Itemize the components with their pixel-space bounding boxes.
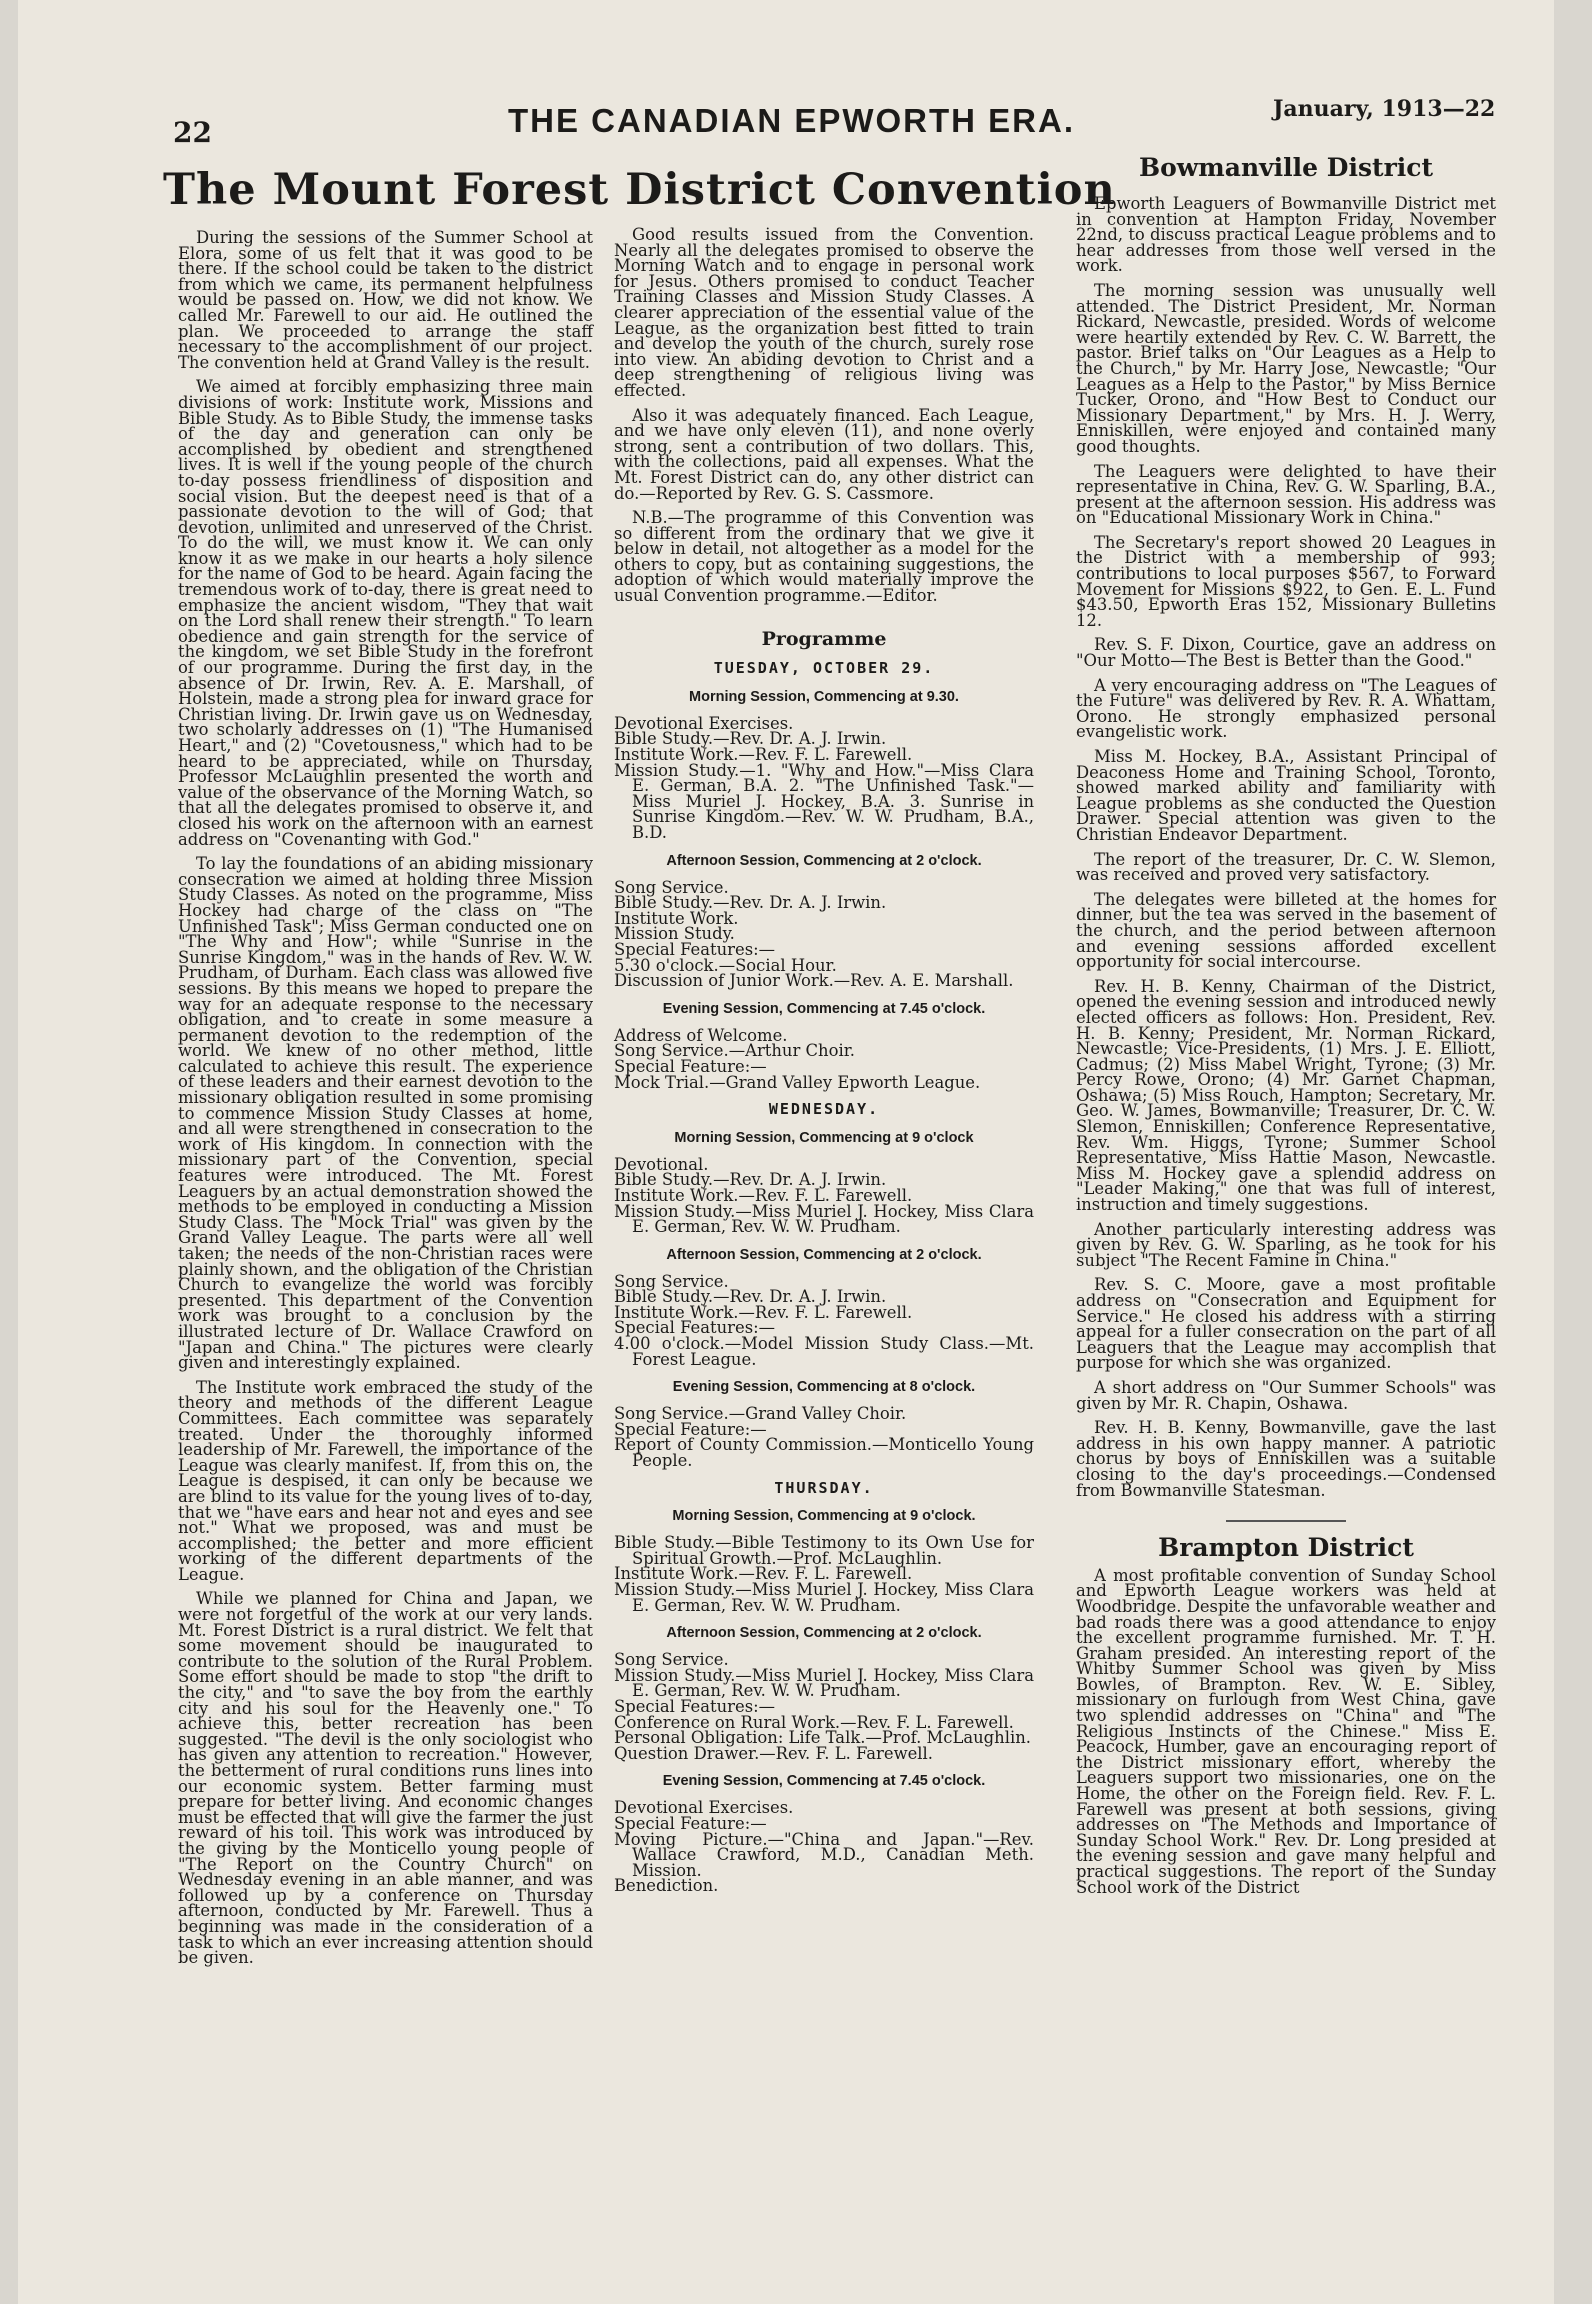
programme-item: Special Feature:—: [614, 1813, 767, 1833]
programme-item: Bible Study.—Rev. Dr. A. J. Irwin.: [614, 729, 887, 749]
programme-item: Question Drawer.—Rev. F. L. Farewell.: [614, 1743, 933, 1763]
programme-item: Special Features:—: [614, 939, 776, 959]
programme-item: Special Features:—: [614, 1318, 776, 1338]
programme-item: Benediction.: [614, 1876, 719, 1896]
section-paragraph: Miss M. Hockey, B.A., Assistant Principal of Deaconess Home and Training School, Toronto, showed marked ability and familiarity with League problems as she conducted the Question Drawer. Special attention was given to the Christian Endeavor Department.: [1076, 747, 1496, 844]
programme-list: [614, 1800, 1034, 1894]
section-divider: [1226, 1520, 1346, 1522]
programme-item: Song Service.: [614, 877, 729, 897]
article-paragraph: Also it was adequately financed. Each League, and we have only eleven (11), and none overly strong, sent a contribution of two dollars. This, with the collections, paid all expenses. What the Mt. Forest District can do, any other district can do.—Reported by Rev. G. S. Cassmore.: [614, 405, 1034, 503]
article-paragraph: We aimed at forcibly emphasizing three main divisions of work: Institute work, Missions and Bible Study. As to Bible Study, the immense tasks of the day and generation can only be accomplished by obedient and strengthened lives. It is well if the young people of the church to-day possess friendliness of disposition and social vision. But the deepest need is that of a passionate devotion to the will of God; that devotion, unlimited and unreserved of the Christ. To do the will, we must know it. We can only know it as we make in our hearts a holy silence for the name of God to be heard. Again facing the tremendous work of to-day, there is great need to emphasize the ancient wisdom, "They that wait on the Lord shall renew their strength." To learn obedience and gain strength for the service of the kingdom, we set Bible Study in the forefront of our programme. During the first day, in the absence of Dr. Irwin, Rev. A. E. Marshall, of Holstein, made a strong plea for inward grace for Christian living. Dr. Irwin gave us on Wednesday, two scholarly addresses on (1) "The Humanised Heart," and (2) "Covetousness," which had to be heard to be appreciated, while on Thursday, Professor McLaughlin presented the worth and value of the observance of the Morning Watch, so that all the delegates promised to observe it, and closed his work on the afternoon with an earnest address on "Covenanting with God.": [178, 377, 593, 849]
programme-item: Special Feature:—: [614, 1419, 767, 1439]
section-paragraph: A short address on "Our Summer Schools" was given by Mr. R. Chapin, Oshawa.: [1076, 1377, 1496, 1413]
programme-item: Bible Study.—Bible Testimony to its Own Use for Spiritual Growth.—Prof. McLaughlin.: [614, 1533, 1034, 1568]
section-paragraph: Rev. H. B. Kenny, Bowmanville, gave the last address in his own happy manner. A patriotic chorus by boys of Enniskillen was a suitable closing to the day's proceedings.—Condensed from Bowmanville Statesman.: [1076, 1418, 1496, 1500]
programme-item: Report of County Commission.—Monticello Young People.: [614, 1435, 1034, 1471]
section-paragraph: Rev. S. F. Dixon, Courtice, gave an address on "Our Motto—The Best is Better than the Good.": [1076, 635, 1496, 671]
programme-item: Bible Study.—Rev. Dr. A. J. Irwin.: [614, 1287, 887, 1307]
programme-item: Mission Study.—Miss Muriel J. Hockey, Miss Clara E. German, Rev. W. W. Prudham.: [614, 1580, 1034, 1615]
issue-date: January, 1913—22: [1273, 96, 1496, 122]
programme-item: Mission Study.—Miss Muriel J. Hockey, Miss Clara E. German, Rev. W. W. Prudham.: [614, 1665, 1034, 1701]
programme-item: Personal Obligation: Life Talk.—Prof. McLaughlin.: [614, 1728, 1031, 1748]
bowmanville-body: [1076, 196, 1496, 1498]
column-3: [1076, 153, 1497, 1904]
programme-item: Discussion of Junior Work.—Rev. A. E. Marshall.: [614, 971, 1014, 991]
article-paragraph: To lay the foundations of an abiding missionary consecration we aimed at holding three Mission Study Classes. As noted on the programme, Miss Hockey had charge of the class on "The Unfinished Task"; Miss German conducted one on "The Why and How"; while "Sunrise in the Sunrise Kingdom," was in the hands of Rev. W. W. Prudham, of Durham. Each class was allowed five sessions. By this means we hoped to prepare the way for an adequate response to the necessary obligation, and to create in some measure a permanent devotion to the redemption of the world. We knew of no other method, little calculated to achieve this result. The experience of these leaders and their earnest devotion to the missionary obligation resulted in some promising to commence Mission Study Classes at home, and all were strengthened in consecration to the work of His kingdom. In connection with the missionary part of the Convention, special features were introduced. The Mt. Forest Leaguers by an actual demonstration showed the methods to be employed in conducting a Mission Study Class. The "Mock Trial" was given by the Grand Valley League. The parts were all well taken; the needs of the non-Christian races were plainly shown, and the obligation of the Christian Church to evangelize the world was forcibly presented. This department of the Convention work was brought to a conclusion by the illustrated lecture of Dr. Wallace Crawford on "Japan and China." The pictures were clearly given and interestingly explained.: [178, 854, 593, 1373]
section-paragraph: A most profitable convention of Sunday School and Epworth League workers was held at Woodbridge. Despite the unfavorable weather and bad roads there was a good attendance to enjoy the excellent programme furnished. Mr. T. H. Graham presided. An interesting report of the Whitby Summer School was given by Miss Bowles, of Brampton. Rev. W. E. Sibley, missionary on furlough from West China, gave two splendid addresses on "China" and "The Religious Instincts of the Chinese." Miss E. Peacock, Humber, gave an encouraging report of the District missionary effort, whereby the Leaguers support two missionaries, one on the Home, the other on the Foreign field. Rev. F. L. Farewell was present at both sessions, giving addresses on "The Methods and Importance of Sunday School Work." Rev. Dr. Long presided at the evening session and gave many helpful and practical suggestions. The report of the Sunday School work of the District: [1076, 1565, 1496, 1897]
article-title: The Mount Forest District Convention: [163, 165, 1116, 215]
programme-item: Song Service.: [614, 1271, 729, 1291]
section-paragraph: A very encouraging address on "The Leagues of the Future" was delivered by Rev. R. A. Whattam, Orono. He strongly emphasized personal evangelistic work.: [1076, 675, 1496, 742]
programme-list: [614, 1154, 1034, 1237]
programme-item: 5.30 o'clock.—Social Hour.: [614, 955, 837, 975]
programme-list: [614, 1535, 1034, 1613]
programme-item: Bible Study.—Rev. Dr. A. J. Irwin.: [614, 893, 887, 913]
programme-item: Devotional.: [614, 1154, 709, 1174]
article-paragraph: The Institute work embraced the study of the theory and methods of the different League Committees. Each committee was separately treated. Under the thoroughly informed leadership of Mr. Farewell, the importance of the League was clearly manifest. If, from this on, the League is despised, it can only be because we are blind to its value for the young lives of to-day, that we "have ears and hear not and eyes and see not." What we proposed, was and must be accomplished; the better and more efficient working of the different departments of the League.: [178, 1377, 593, 1584]
day-heading: TUESDAY, OCTOBER 29.: [713, 659, 935, 678]
session-heading: Evening Session, Commencing at 7.45 o'clock.: [662, 1773, 986, 1790]
section-paragraph: The Secretary's report showed 20 Leagues in the District with a membership of 993; contributions to local purposes $567, to Forward Movement for Missions $922, to Gen. E. L. Fund $43.50, Epworth Eras 152, Missionary Bulletins 12.: [1076, 532, 1496, 630]
programme-item: 4.00 o'clock.—Model Mission Study Class.—Mt. Forest League.: [614, 1334, 1034, 1369]
page-header: [18, 96, 1554, 156]
programme-item: Devotional Exercises.: [614, 713, 794, 733]
programme-item: Institute Work.—Rev. F. L. Farewell.: [614, 1564, 913, 1584]
page-number: 22: [173, 116, 212, 149]
column-2: [614, 227, 1034, 1894]
programme-item: Conference on Rural Work.—Rev. F. L. Farewell.: [614, 1712, 1014, 1732]
programme-item: Bible Study.—Rev. Dr. A. J. Irwin.: [614, 1170, 887, 1190]
brampton-body: [1076, 1565, 1496, 1897]
programme-item: Song Service.—Grand Valley Choir.: [614, 1404, 907, 1424]
programme-list: [614, 1652, 1034, 1761]
day-heading: WEDNESDAY.: [768, 1100, 880, 1119]
section-title-bowmanville: Bowmanville District: [1138, 153, 1434, 182]
section-paragraph: Epworth Leaguers of Bowmanville District met in convention at Hampton Friday, November 22nd, to discuss practical League problems and to hear addresses from those well versed in the work.: [1076, 194, 1497, 276]
article-paragraph: During the sessions of the Summer School at Elora, some of us felt that it was good to be there. If the school could be taken to the district from which we came, its permanent helpfulness would be passed on. How, we did not know. We called Mr. Farewell to our aid. He outlined the plan. We proceeded to arrange the staff necessary to the accomplishment of our project. The convention held at Grand Valley is the result.: [178, 228, 593, 372]
programme-item: Institute Work.—Rev. F. L. Farewell.: [614, 1185, 913, 1205]
article-paragraph: While we planned for China and Japan, we were not forgetful of the work at our very lands. Mt. Forest District is a rural district. We felt that some movement should be inaugurated to contribute to the solution of the Rural Problem. Some effort should be made to stop "the drift to the city," and "to save the boy from the earthly city and his soul for the Heavenly one." To achieve this, better recreation has been suggested. "The devil is the only sociologist who has given any attention to recreation." However, the betterment of rural conditions runs lines into our economic system. Better farming must prepare for better living. And economic changes must be effected that will give the farmer the just reward of his toil. This work was introduced by the giving by the Monticello young people of "The Report on the Country Church" on Wednesday evening in an able manner, and was followed up by a conference on Thursday afternoon, conducted by Mr. Farewell. Thus a beginning was made in the consideration of a task to which an ever increasing attention should be given.: [178, 1589, 593, 1968]
section-paragraph: The Leaguers were delighted to have their representative in China, Rev. G. W. Sparling, B.A., present at the afternoon session. His address was on "Educational Missionary Work in China.": [1076, 461, 1496, 528]
programme-item: Mission Study.: [614, 924, 735, 944]
session-heading: Afternoon Session, Commencing at 2 o'clock.: [666, 1246, 982, 1263]
masthead: THE CANADIAN EPWORTH ERA.: [508, 102, 1075, 139]
programme-item: Devotional Exercises.: [614, 1798, 794, 1818]
programme-item: Song Service.—Arthur Choir.: [614, 1041, 855, 1061]
session-heading: Afternoon Session, Commencing at 2 o'clock.: [666, 1625, 982, 1642]
programme-item: Mock Trial.—Grand Valley Epworth League.: [614, 1072, 981, 1092]
section-title-brampton: Brampton District: [1158, 1533, 1414, 1563]
newspaper-page: [18, 0, 1554, 2304]
session-heading: Morning Session, Commencing at 9 o'clock: [674, 1129, 974, 1146]
programme-item: Special Feature:—: [614, 1056, 767, 1076]
session-heading: Morning Session, Commencing at 9 o'clock.: [672, 1508, 976, 1525]
session-heading: Afternoon Session, Commencing at 2 o'clock.: [666, 852, 982, 869]
programme-item: Mission Study.—1. "Why and How."—Miss Clara E. German, B.A. 2. "The Unfinished Task."—Miss Muriel J. Hockey, B.A. 3. Sunrise in Sunrise Kingdom.—Rev. W. W. Prudham, B.A., B.D.: [614, 760, 1034, 842]
programme-item: Mission Study.—Miss Muriel J. Hockey, Miss Clara E. German, Rev. W. W. Prudham.: [614, 1201, 1034, 1237]
session-heading: Evening Session, Commencing at 7.45 o'clock.: [662, 1000, 986, 1017]
programme-item: Address of Welcome.: [614, 1025, 788, 1045]
session-heading: Evening Session, Commencing at 8 o'clock.: [672, 1379, 976, 1396]
programme-item: Institute Work.—Rev. F. L. Farewell.: [614, 745, 913, 765]
programme-heading: Programme: [761, 627, 887, 650]
section-paragraph: Rev. S. C. Moore, gave a most profitable address on "Consecration and Equipment for Service." He closed his address with a stirring appeal for a fuller consecration on the part of all Leaguers that the League may accomplish that purpose for which she was organized.: [1076, 1275, 1496, 1373]
column-1: [178, 230, 593, 1975]
section-paragraph: The morning session was unusually well attended. The District President, Mr. Norman Rickard, Newcastle, presided. Words of welcome were heartily extended by Rev. C. W. Barrett, the pastor. Brief talks on "Our Leagues as a Help to the Church," by Mr. Harry Jose, Newcastle; "Our Leagues as a Help to the Pastor," by Miss Bernice Tucker, Orono, and "How Best to Conduct our Missionary Department," by Mrs. H. J. Werry, Enniskillen, were enjoyed and contained many good thoughts.: [1076, 280, 1496, 456]
section-paragraph: The report of the treasurer, Dr. C. W. Slemon, was received and proved very satisfactory.: [1076, 849, 1496, 885]
section-paragraph: Another particularly interesting address was given by Rev. G. W. Sparling, as he took for his subject "The Recent Famine in China.": [1076, 1219, 1496, 1270]
programme-list: [614, 877, 1034, 991]
session-heading: Morning Session, Commencing at 9.30.: [689, 688, 959, 705]
programme-list: [614, 1025, 1034, 1092]
programme-item: Institute Work.—Rev. F. L. Farewell.: [614, 1302, 913, 1322]
programme-item: Song Service.: [614, 1650, 729, 1670]
section-paragraph: The delegates were billeted at the homes for dinner, but the tea was served in the basement of the church, and the period between afternoon and evening sessions afforded excellent opportunity for social intercourse.: [1076, 889, 1496, 972]
programme-item: Special Features:—: [614, 1696, 776, 1716]
section-paragraph: Rev. H. B. Kenny, Chairman of the District, opened the evening session and introduced newly elected officers as follows: Hon. President, Rev. H. B. Kenny; President, Mr. Norman Rickard, Newcastle; Vice-Presidents, (1) Mrs. J. E. Elliott, Cadmus; (2) Miss Mabel Wright, Tyrone; (3) Mr. Percy Rowe, Orono; (4) Mr. Garnet Chapman, Oshawa; (5) Miss Rouch, Hampton; Secretary, Mr. Geo. W. James, Bowmanville; Treasurer, Dr. C. W. Slemon, Enniskillen; Conference Representative, Rev. Wm. Higgs, Tyrone; Summer School Representative, Miss Hattie Mason, Newcastle. Miss M. Hockey gave a splendid address on "Leader Making," one that was full of interest, instruction and timely suggestions.: [1076, 976, 1496, 1215]
article-paragraph: N.B.—The programme of this Convention was so different from the ordinary that we give it below in detail, not altogether as a model for the others to copy, but as containing suggestions, the adoption of which would materially improve the usual Convention programme.—Editor.: [614, 508, 1034, 606]
programme-item: Institute Work.: [614, 908, 739, 928]
day-heading: THURSDAY.: [774, 1478, 874, 1497]
programme-list: [614, 1404, 1034, 1471]
article-paragraph: Good results issued from the Convention. Nearly all the delegates promised to observe the Morning Watch and to engage in personal work for Jesus. Others promised to conduct Teacher Training Classes and Mission Study Classes. A clearer appreciation of the essential value of the League, as the organization best fitted to train and develop the youth of the church, surely rose into view. An abiding devotion to Christ and a deep strengthening of religious living was effected.: [614, 225, 1034, 400]
programme-list: [614, 1271, 1034, 1369]
programme-item: Moving Picture.—"China and Japan."—Rev. Wallace Crawford, M.D., Canadian Meth. Mission.: [614, 1829, 1034, 1880]
programme-list: [614, 713, 1034, 842]
